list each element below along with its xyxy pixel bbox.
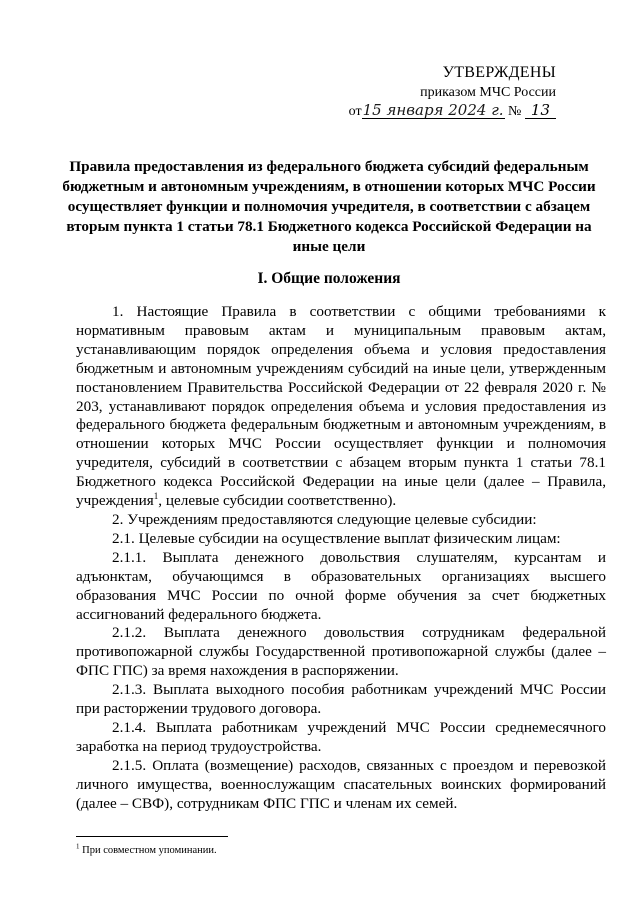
order-number-label: № bbox=[508, 104, 522, 119]
section-heading: I. Общие положения bbox=[257, 270, 401, 287]
approval-order-details bbox=[326, 103, 556, 120]
approval-order-line: приказом МЧС России bbox=[420, 85, 556, 100]
footnote-separator bbox=[76, 836, 228, 837]
footnote bbox=[76, 842, 217, 856]
approval-title: УТВЕРЖДЕНЫ bbox=[442, 64, 556, 81]
paragraph-2-1-5: 2.1.5. Оплата (возмещение) расходов, связанных с проездом и перевозкой личного имущества, военнослужащим спасательных воинских формирований (далее – СВФ), сотрудникам ФПС ГПС и членам их семей. bbox=[76, 756, 606, 812]
document-body bbox=[76, 303, 606, 813]
approval-block bbox=[326, 64, 556, 120]
paragraph-1-tail: , целевые субсидии соответственно). bbox=[158, 492, 397, 510]
footnote-reference: 1 bbox=[153, 491, 159, 501]
paragraph-2-1-2: 2.1.2. Выплата денежного довольствия сотрудникам федеральной противопожарной службы Государственной противопожарной службы (далее – ФПС ГПС) за время нахождения в распоряжении. bbox=[76, 624, 606, 680]
document-title: Правила предоставления из федерального бюджета субсидий федеральным бюджетным и автономным учреждениям, в отношении которых МЧС России осуществляет функции и полномочия учредителя, в соответствии с абзацем вторым пункта 1 статьи 78.1 Бюджетного кодекса Российской Федерации на иные цели bbox=[62, 158, 596, 255]
paragraph-2: 2. Учреждениям предоставляются следующие целевые субсидии: bbox=[112, 510, 537, 528]
paragraph-1 bbox=[76, 303, 606, 511]
order-date-handwritten: 15 января 2024 г. bbox=[362, 101, 504, 119]
footnote-text: При совместном упоминании. bbox=[82, 845, 217, 856]
paragraph-2-1-1: 2.1.1. Выплата денежного довольствия слушателям, курсантам и адъюнктам, обучающимся в образовательных организациях высшего образования МЧС России по очной форме обучения за счет бюджетных ассигнований федерального бюджета. bbox=[76, 548, 606, 623]
order-prefix: от bbox=[348, 104, 362, 119]
order-number-handwritten: 13 bbox=[525, 103, 556, 119]
paragraph-2-1-4: 2.1.4. Выплата работникам учреждений МЧС России среднемесячного заработка на период трудоустройства. bbox=[76, 718, 606, 755]
paragraph-2-1: 2.1. Целевые субсидии на осуществление выплат физическим лицам: bbox=[112, 529, 561, 547]
footnote-mark: 1 bbox=[76, 842, 80, 851]
paragraph-1-text: 1. Настоящие Правила в соответствии с общими требованиями к нормативным правовым актам и муниципальным правовым актам, устанавливающим порядок определения объема и условия предоставления бюджетным и автономным учреждениям субсидий на иные цели, утвержденным постановлением Правительства Российской Федерации от 22 февраля 2020 г. № 203, устанавливают порядок определения объема и условия предоставления из федерального бюджета федеральным бюджетным и автономным учреждениям, в отношении которых МЧС России осуществляет функции и полномочия учредителя, субсидий в соответствии с абзацем вторым пункта 1 статьи 78.1 Бюджетного кодекса Российской Федерации на иные цели (далее – Правила, учреждения bbox=[76, 303, 606, 510]
paragraph-2-1-3: 2.1.3. Выплата выходного пособия работникам учреждений МЧС России при расторжении трудового договора. bbox=[76, 681, 606, 718]
